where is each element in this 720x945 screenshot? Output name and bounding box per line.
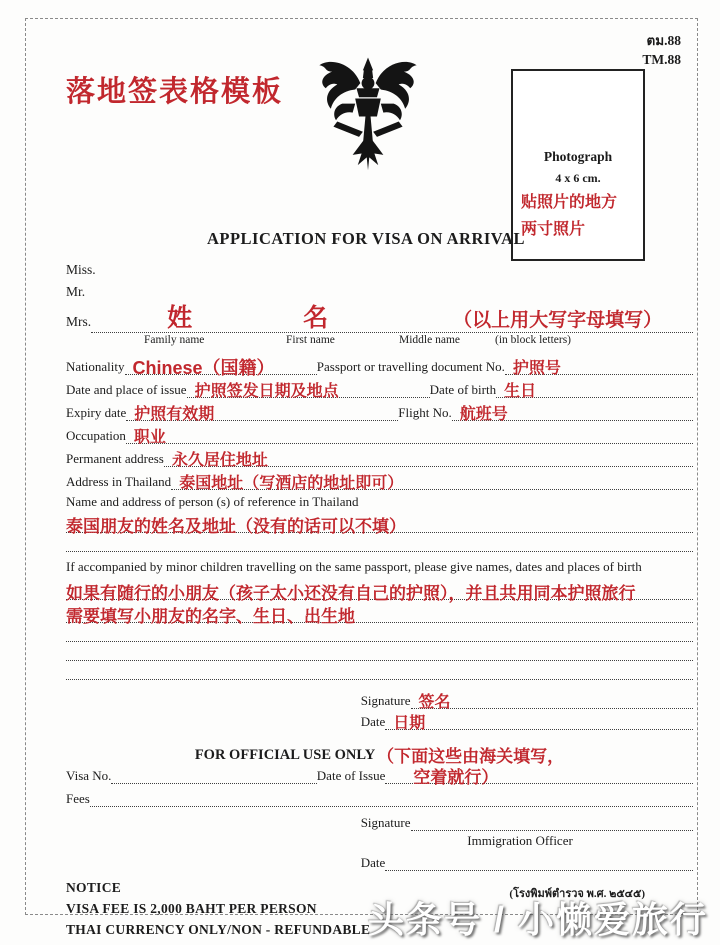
sublabel-family-name: Family name bbox=[144, 334, 205, 346]
label-immigration-officer: Immigration Officer bbox=[467, 833, 573, 848]
blank-line-4 bbox=[66, 661, 693, 680]
notice-line-1: VISA FEE IS 2,000 BAHT PER PERSON bbox=[66, 901, 317, 916]
form-code-thai: ตม.88 bbox=[646, 33, 681, 48]
date-line bbox=[385, 714, 693, 730]
notice-title: NOTICE bbox=[66, 880, 122, 895]
label-visa-no: Visa No. bbox=[66, 768, 112, 783]
note-reference: 泰国朋友的姓名及地址（没有的话可以不填） bbox=[66, 517, 406, 536]
flight-line bbox=[452, 405, 693, 421]
issue-line bbox=[187, 382, 430, 398]
officer-signature-line bbox=[411, 815, 693, 831]
note-children-1: 如果有随行的小朋友（孩子太小还没有自己的护照），并且共用同本护照旅行 bbox=[66, 584, 636, 603]
passport-no-line bbox=[505, 359, 693, 375]
label-signature: Signature bbox=[360, 693, 411, 708]
label-date-of-birth: Date of birth bbox=[429, 382, 497, 397]
row-officer-date bbox=[361, 850, 693, 871]
sublabel-first-name: First name bbox=[286, 334, 335, 346]
photo-size: 4 x 6 cm. bbox=[555, 171, 601, 185]
label-reference: Name and address of person (s) of reference in Thailand bbox=[66, 494, 359, 509]
date-of-issue-line bbox=[385, 768, 693, 787]
note-block-letters: （以上用大写字母填写） bbox=[453, 310, 663, 331]
occupation-line bbox=[126, 428, 693, 444]
sublabel-middle-name: Middle name bbox=[399, 334, 460, 346]
label-date-of-issue: Date of Issue bbox=[316, 768, 386, 783]
note-permanent-address: 永久居住地址 bbox=[171, 452, 268, 469]
note-children-2: 需要填写小朋友的名字、生日、出生地 bbox=[66, 607, 355, 626]
photo-note-2: 两寸照片 bbox=[521, 221, 586, 238]
notice-line-2: THAI CURRENCY ONLY/NON - REFUNDABLE bbox=[66, 922, 371, 937]
row-officer-signature bbox=[361, 810, 693, 831]
row-visa-no-issue bbox=[66, 764, 693, 787]
row-nationality-passport bbox=[66, 355, 693, 378]
note-first-name: 名 bbox=[303, 304, 329, 332]
nationality-line bbox=[125, 358, 317, 378]
title-mrs: Mrs. bbox=[66, 314, 92, 329]
title-mr: Mr. bbox=[66, 284, 86, 299]
printer-note-thai: (โรงพิมพ์ตำรวจ พ.ศ. ๒๕๔๕) bbox=[509, 888, 645, 900]
note-occupation: 职业 bbox=[133, 429, 166, 446]
visa-no-line bbox=[111, 768, 316, 784]
note-official-header: （下面这些由海关填写， bbox=[377, 747, 565, 766]
label-expiry-date: Expiry date bbox=[66, 405, 127, 420]
note-family-name: 姓 bbox=[167, 304, 193, 332]
label-passport-no: Passport or travelling document No. bbox=[316, 359, 505, 374]
label-nationality: Nationality bbox=[66, 359, 125, 374]
note-birth: 生日 bbox=[504, 383, 537, 400]
watermark: 头条号 / 小懒爱旅行 bbox=[368, 899, 709, 940]
official-use-title: FOR OFFICIAL USE ONLY bbox=[194, 747, 376, 763]
label-permanent-address: Permanent address bbox=[66, 451, 164, 466]
label-fees: Fees bbox=[66, 791, 90, 806]
note-date: 日期 bbox=[393, 715, 426, 732]
name-sublabels bbox=[66, 333, 693, 350]
reference-line bbox=[66, 512, 693, 536]
note-expiry: 护照有效期 bbox=[134, 406, 215, 423]
officer-date-line bbox=[385, 855, 693, 871]
fees-line bbox=[90, 791, 693, 807]
name-input-line bbox=[91, 303, 693, 333]
permanent-address-line bbox=[164, 451, 693, 467]
note-nationality: Chinese（国籍） bbox=[132, 358, 275, 378]
blank-line-3 bbox=[66, 642, 693, 661]
children-instruction: If accompanied by minor children travelling on the same passport, please give names, dates and places of birth bbox=[66, 559, 642, 574]
label-officer-date: Date bbox=[360, 855, 386, 870]
children-note-line-1 bbox=[66, 579, 693, 603]
note-thai-address: 泰国地址（写酒店的地址即可） bbox=[179, 475, 404, 492]
form-title: APPLICATION FOR VISA ON ARRIVAL bbox=[206, 229, 526, 248]
note-issue: 护照签发日期及地点 bbox=[194, 383, 339, 400]
form-code-en: TM.88 bbox=[642, 52, 681, 67]
photo-label: Photograph bbox=[543, 149, 613, 164]
row-permanent-address bbox=[66, 447, 693, 467]
row-signature bbox=[361, 688, 693, 709]
label-occupation: Occupation bbox=[66, 428, 126, 443]
signature-line bbox=[411, 693, 693, 709]
form-code bbox=[642, 31, 681, 69]
children-note-line-2 bbox=[66, 602, 693, 626]
garuda-emblem-icon bbox=[288, 55, 448, 183]
row-issue-birth bbox=[66, 378, 693, 398]
row-fees bbox=[66, 787, 693, 807]
form-body bbox=[66, 259, 693, 940]
row-thai-address bbox=[66, 470, 693, 490]
row-occupation bbox=[66, 424, 693, 444]
label-date-place-issue: Date and place of issue bbox=[66, 382, 187, 397]
row-expiry-flight bbox=[66, 401, 693, 421]
note-signature: 签名 bbox=[418, 694, 451, 711]
label-date: Date bbox=[360, 714, 386, 729]
thai-address-line bbox=[171, 474, 693, 490]
label-flight-no: Flight No. bbox=[398, 405, 452, 420]
expiry-line bbox=[126, 405, 398, 421]
row-date bbox=[361, 709, 693, 730]
label-thai-address: Address in Thailand bbox=[66, 474, 172, 489]
birth-line bbox=[496, 382, 693, 398]
template-title: 落地签表格模板 bbox=[66, 76, 284, 108]
label-officer-signature: Signature bbox=[360, 815, 411, 830]
sublabel-block-letters: (in block letters) bbox=[495, 334, 572, 346]
note-passport-no: 护照号 bbox=[512, 360, 561, 377]
official-use-header bbox=[66, 742, 693, 764]
name-line-row bbox=[66, 303, 693, 333]
note-flight: 航班号 bbox=[459, 406, 508, 423]
note-leave-blank: 空着就行） bbox=[413, 768, 499, 787]
title-miss: Miss. bbox=[66, 262, 96, 277]
photo-note-1: 贴照片的地方 bbox=[521, 194, 618, 211]
